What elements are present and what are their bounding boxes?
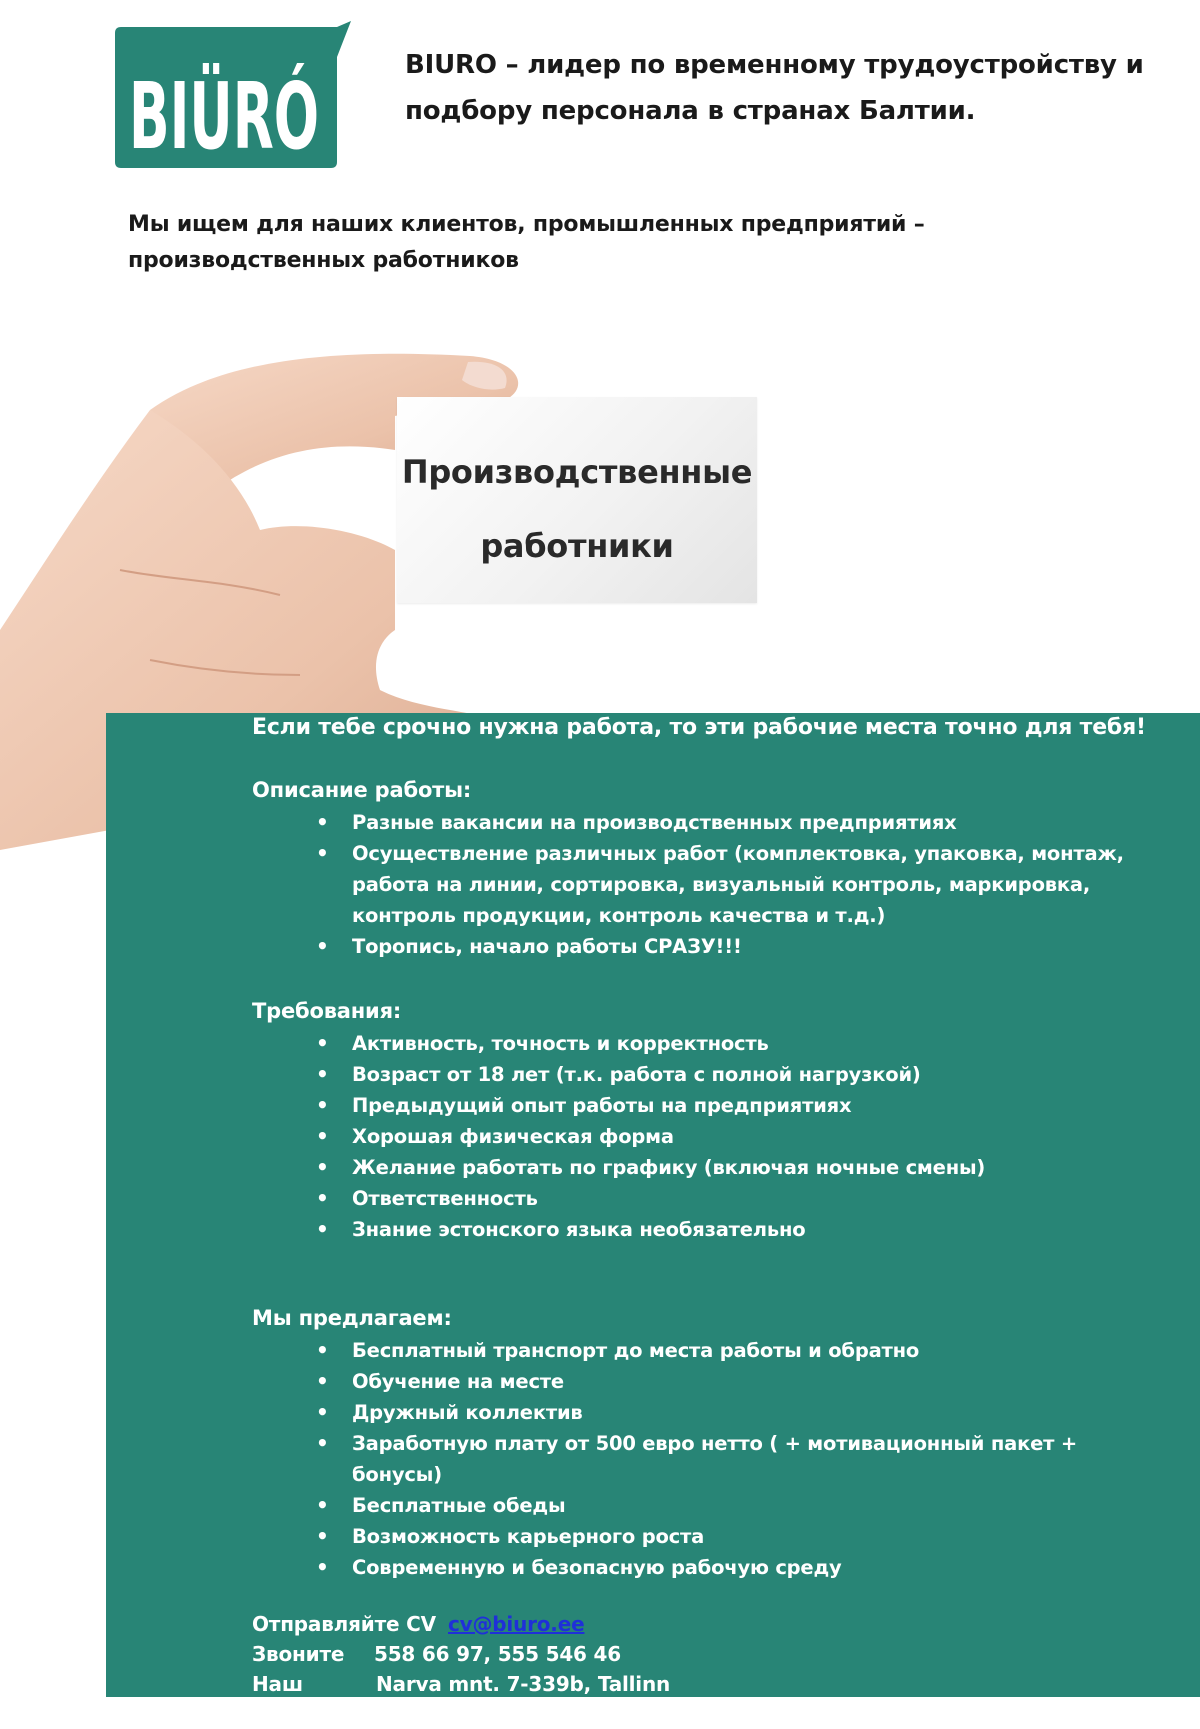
biuro-logo (115, 27, 458, 170)
list-item: • Бесплатные обеды (352, 1490, 1172, 1521)
list-item: • Возможность карьерного роста (352, 1521, 1172, 1552)
contacts (252, 1609, 1172, 1729)
card-line-2: работники (480, 527, 674, 565)
panel-content (252, 712, 1172, 1729)
list-item: • Ответственность (352, 1183, 1172, 1214)
cv-label: Отправляйте CV (252, 1612, 436, 1636)
panel-speech-tab (128, 713, 188, 803)
list-item: • Современную и безопасную рабочую среду (352, 1552, 1172, 1583)
headline (405, 42, 1145, 134)
list-item: • Заработную плату от 500 евро нетто ( + мотивационный пакет + бонусы) (352, 1428, 1172, 1490)
offer-title: Мы предлагаем: (252, 1306, 452, 1330)
list-item: • Желание работать по графику (включая ночные смены) (352, 1152, 1172, 1183)
list-item: • Знание эстонского языка необязательно (352, 1214, 1172, 1245)
headline-line-2: подбору персонала в странах Балтии. (405, 96, 976, 126)
description-title: Описание работы: (252, 778, 472, 802)
description-list (252, 807, 1172, 962)
headline-line-1: BIURO – лидер по временному трудоустройству и (405, 50, 1144, 80)
business-card (397, 397, 757, 603)
call-label: Звоните (252, 1642, 345, 1666)
list-item: • Возраст от 18 лет (т.к. работа с полной нагрузкой) (352, 1059, 1172, 1090)
requirements-list (252, 1028, 1172, 1245)
intro-line-2: производственных работников (128, 248, 519, 273)
list-item: • Торопись, начало работы СРАЗУ!!! (352, 931, 1172, 962)
address-label: Наш адрес (252, 1672, 321, 1726)
cv-row (252, 1609, 1172, 1639)
lead-text: Если тебе срочно нужна работа, то эти рабочие места точно для тебя! (252, 715, 1146, 740)
list-item: • Обучение на месте (352, 1366, 1172, 1397)
list-item: • Разные вакансии на производственных предприятиях (352, 807, 1172, 838)
address-row (252, 1669, 1172, 1729)
logo-text: BIÜRÓ (129, 63, 458, 170)
card-text (397, 435, 757, 583)
intro-text (128, 207, 1028, 279)
requirements-title: Требования: (252, 999, 402, 1023)
list-item: • Хорошая физическая форма (352, 1121, 1172, 1152)
list-item: • Дружный коллектив (352, 1397, 1172, 1428)
intro-line-1: Мы ищем для наших клиентов, промышленных предприятий – (128, 212, 925, 237)
phone-row (252, 1639, 1172, 1669)
offer-list (252, 1335, 1172, 1583)
list-item: • Осуществление различных работ (комплектовка, упаковка, монтаж, работа на линии, сортировка, визуальный контроль, маркировка, контроль продукции, контроль качества и т.д.) (352, 838, 1172, 931)
list-item: • Бесплатный транспорт до места работы и обратно (352, 1335, 1172, 1366)
list-item: • Предыдущий опыт работы на предприятиях (352, 1090, 1172, 1121)
phone-numbers: 558 66 97, 555 546 46 (374, 1642, 621, 1666)
card-line-1: Производственные (401, 453, 753, 491)
address-value: Narva mnt. 7-339b, Tallinn (376, 1672, 671, 1696)
list-item: • Активность, точность и корректность (352, 1028, 1172, 1059)
email-link[interactable]: cv@biuro.ee (448, 1612, 585, 1636)
